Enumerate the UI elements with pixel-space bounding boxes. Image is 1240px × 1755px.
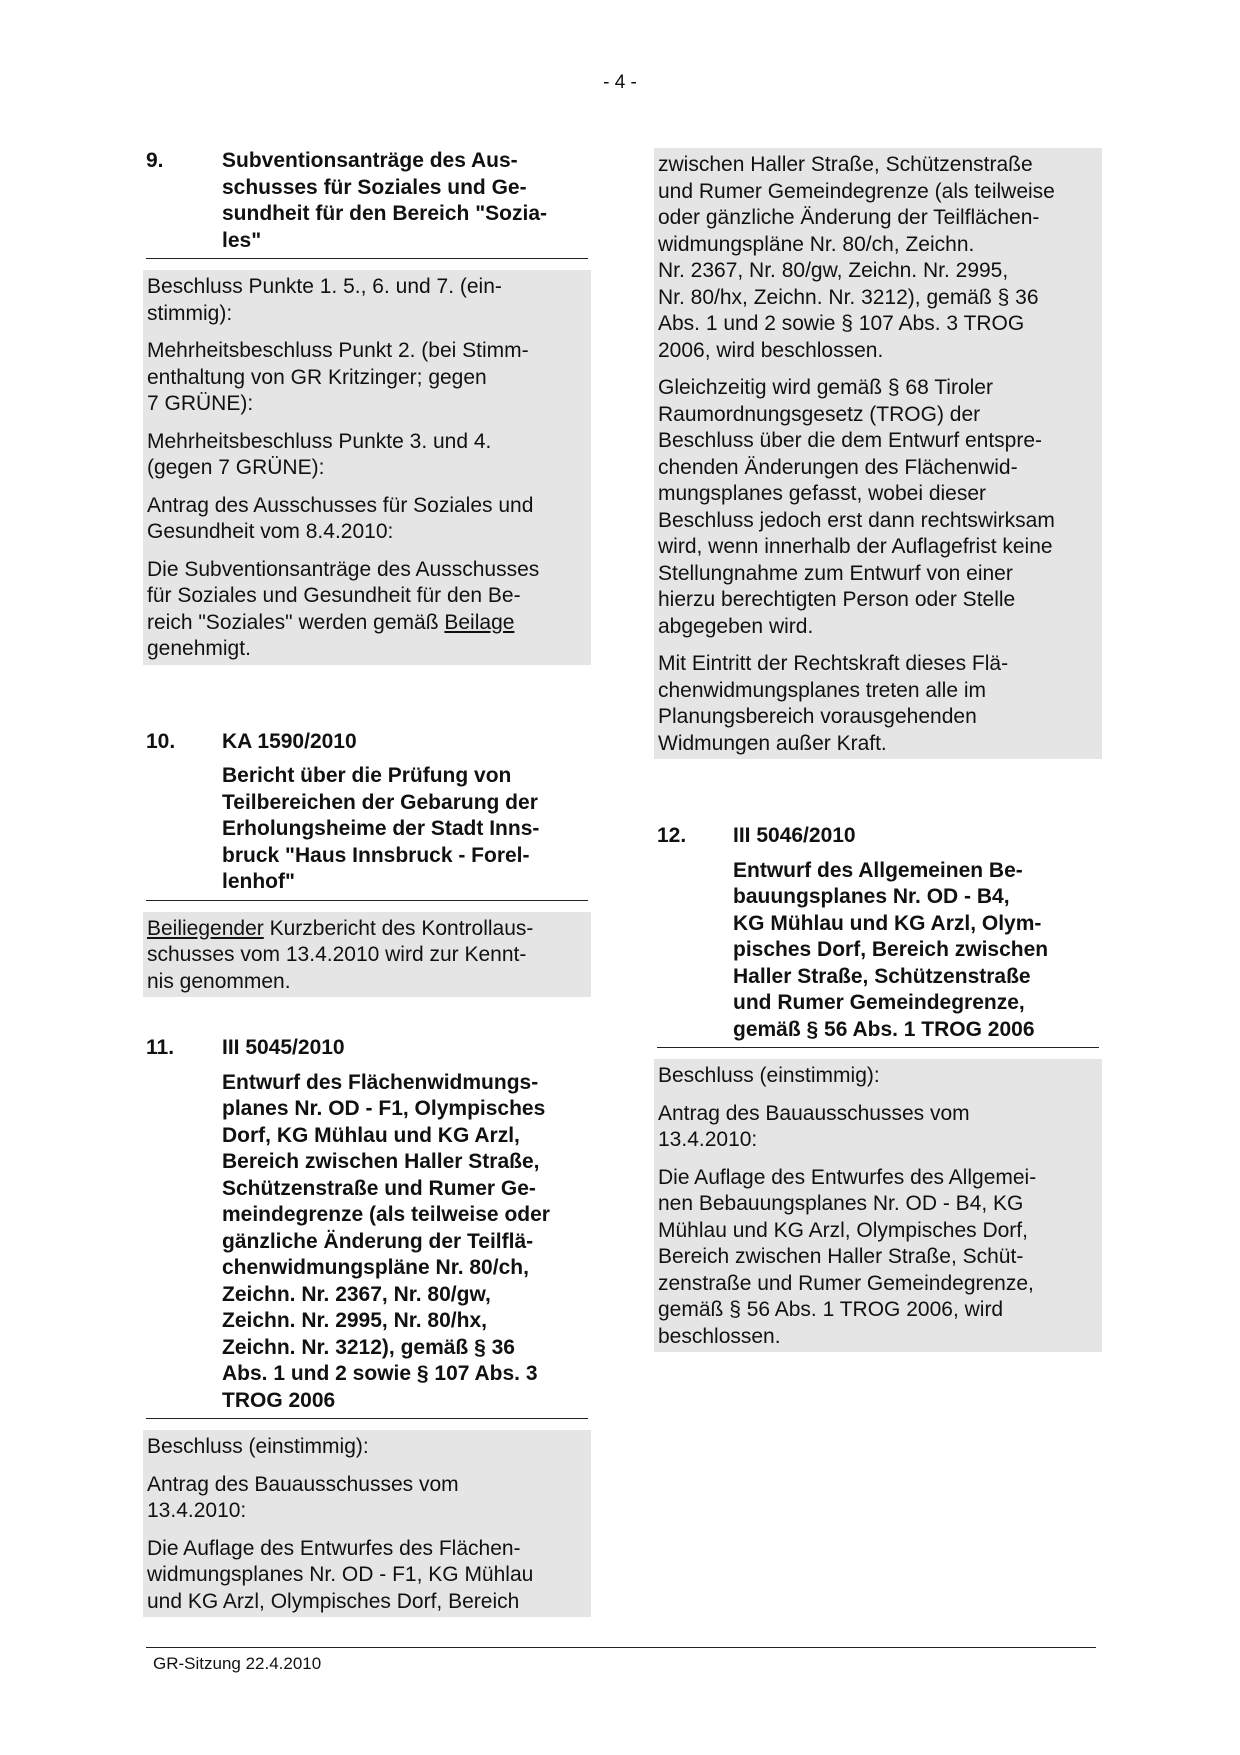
left-column <box>146 148 588 1617</box>
item-9-heading <box>146 148 588 254</box>
item-9-paragraph-4: Antrag des Ausschusses für Soziales und Gesundheit vom 8.4.2010: <box>147 493 534 543</box>
item-9-resolution-box <box>143 270 591 665</box>
item-10-number: 10. <box>146 729 176 753</box>
item-12-paragraph-3: Die Auflage des Entwurfes des Allgemei- nen Bebauungsplanes Nr. OD - B4, KG Mühlau und KG Arzl, Olympisches Dorf, Bereich zwischen Haller Straße, Schüt- zenstraße und Rumer Gemeindegrenze, gemäß § 56 Abs. 1 TROG 2006, wird beschlossen. <box>658 1165 1037 1348</box>
item-9-number: 9. <box>146 149 164 172</box>
agenda-item-9 <box>146 148 588 665</box>
item-11-code: III 5045/2010 <box>222 1036 345 1059</box>
item-12-resolution-box <box>654 1059 1102 1352</box>
item-11-divider <box>146 1418 588 1419</box>
item-9-paragraph-5-text-a: Die Subventionsanträge des Ausschusses für Soziales und Gesundheit für den Be- reich "Soziales" werden gemäß <box>147 557 540 634</box>
item-12-paragraph-1: Beschluss (einstimmig): <box>658 1064 880 1087</box>
item-11-continuation-paragraph-2: Gleichzeitig wird gemäß § 68 Tiroler Raumordnungsgesetz (TROG) der Beschluss über die dem Entwurf entspre- chenden Änderungen des Flächenwid- mungsplanes gefasst, wobei dieser Beschluss jedoch erst dann rechtswirksam wird, wenn innerhalb der Auflagefrist keine Stellungnahme zum Entwurf von einer hierzu berechtigten Person oder Stelle abgegeben wird. <box>658 376 1055 638</box>
item-12-divider <box>657 1047 1099 1048</box>
item-9-paragraph-3: Mehrheitsbeschluss Punkte 3. und 4. (gegen 7 GRÜNE): <box>147 429 492 479</box>
item-9-paragraph-5-text-b: genehmigt. <box>147 637 251 660</box>
item-12-title-row <box>657 850 1099 1044</box>
item-9-paragraph-2: Mehrheitsbeschluss Punkt 2. (bei Stimm- enthaltung von GR Kritzinger; gegen 7 GRÜNE): <box>147 339 529 415</box>
item-9-divider <box>146 258 588 259</box>
beiliegender-link[interactable]: Beiliegender <box>147 916 264 940</box>
item-10-paragraph-1 <box>147 916 585 996</box>
item-10-paragraph-1-text: Kurzbericht des Kontrollaus- schusses vom 13.4.2010 wird zur Kennt- nis genommen. <box>147 916 534 993</box>
item-12-paragraph-2: Antrag des Bauausschusses vom 13.4.2010: <box>658 1101 970 1151</box>
item-11-paragraph-1: Beschluss (einstimmig): <box>147 1435 369 1458</box>
item-11-resolution-box <box>143 1430 591 1617</box>
item-12-number: 12. <box>657 824 687 847</box>
beilage-link[interactable]: Beilage <box>444 610 515 634</box>
agenda-item-10 <box>146 729 588 998</box>
item-10-code: KA 1590/2010 <box>222 729 357 753</box>
item-11-number: 11. <box>146 1036 175 1059</box>
right-column <box>657 148 1099 1352</box>
agenda-item-11 <box>146 1035 588 1617</box>
item-11-title-row <box>146 1062 588 1415</box>
agenda-item-12 <box>657 823 1099 1352</box>
footer-text: GR-Sitzung 22.4.2010 <box>153 1654 322 1673</box>
item-11-continuation-box <box>654 148 1102 759</box>
item-11-continuation-paragraph-3: Mit Eintritt der Rechtskraft dieses Flä- chenwidmungsplanes treten alle im Planungsbereich vorausgehenden Widmungen außer Kraft. <box>658 652 1009 755</box>
item-12-heading <box>657 823 1099 850</box>
item-12-title: Entwurf des Allgemeinen Be- bauungsplanes Nr. OD - B4, KG Mühlau und KG Arzl, Olym- pisches Dorf, Bereich zwischen Haller Straße, Schützenstraße und Rumer Gemeindegrenze, gemäß § 56 Abs. 1 TROG 2006 <box>733 858 1049 1041</box>
item-10-heading <box>146 729 588 756</box>
page-number: - 4 - <box>603 72 637 93</box>
item-9-title: Subventionsanträge des Aus- schusses für Soziales und Ge- sundheit für den Bereich "Sozia- les" <box>222 149 547 252</box>
item-10-title-row <box>146 755 588 896</box>
item-9-paragraph-5 <box>147 557 585 663</box>
item-11-continuation-paragraph-1: zwischen Haller Straße, Schützenstraße und Rumer Gemeindegrenze (als teilweise oder gänzliche Änderung der Teilflächen- widmungspläne Nr. 80/ch, Zeichn. Nr. 2367, Nr. 80/gw, Zeichn. Nr. 2995, Nr. 80/hx, Zeichn. Nr. 3212), gemäß § 36 Abs. 1 und 2 sowie § 107 Abs. 3 TROG 2006, wird beschlossen. <box>658 153 1055 362</box>
footer-divider <box>146 1647 1096 1648</box>
item-10-title: Bericht über die Prüfung von Teilbereichen der Gebarung der Erholungsheime der Stadt Inns- bruck "Haus Innsbruck - Forel- lenhof" <box>222 764 540 893</box>
item-11-heading <box>146 1035 588 1062</box>
item-12-code: III 5046/2010 <box>733 824 856 847</box>
item-10-divider <box>146 900 588 901</box>
item-10-resolution-box <box>143 912 591 998</box>
item-11-paragraph-3: Die Auflage des Entwurfes des Flächen- widmungsplanes Nr. OD - F1, KG Mühlau und KG Arzl, Olympisches Dorf, Bereich <box>147 1536 534 1613</box>
item-11-title: Entwurf des Flächenwidmungs- planes Nr. OD - F1, Olympisches Dorf, KG Mühlau und KG Arzl, Bereich zwischen Haller Straße, Schützenstraße und Rumer Ge- meindegrenze (als teilweise oder gänzliche Änderung der Teilflä- chenwidmungspläne Nr. 80/ch, Zeichn. Nr. 2367, Nr. 80/gw, Zeichn. Nr. 2995, Nr. 80/hx, Zeichn. Nr. 3212), gemäß § 36 Abs. 1 und 2 sowie § 107 Abs. 3 TROG 2006 <box>222 1070 550 1412</box>
item-11-paragraph-2: Antrag des Bauausschusses vom 13.4.2010: <box>147 1472 459 1522</box>
item-9-paragraph-1: Beschluss Punkte 1. 5., 6. und 7. (ein- stimmig): <box>147 275 502 325</box>
